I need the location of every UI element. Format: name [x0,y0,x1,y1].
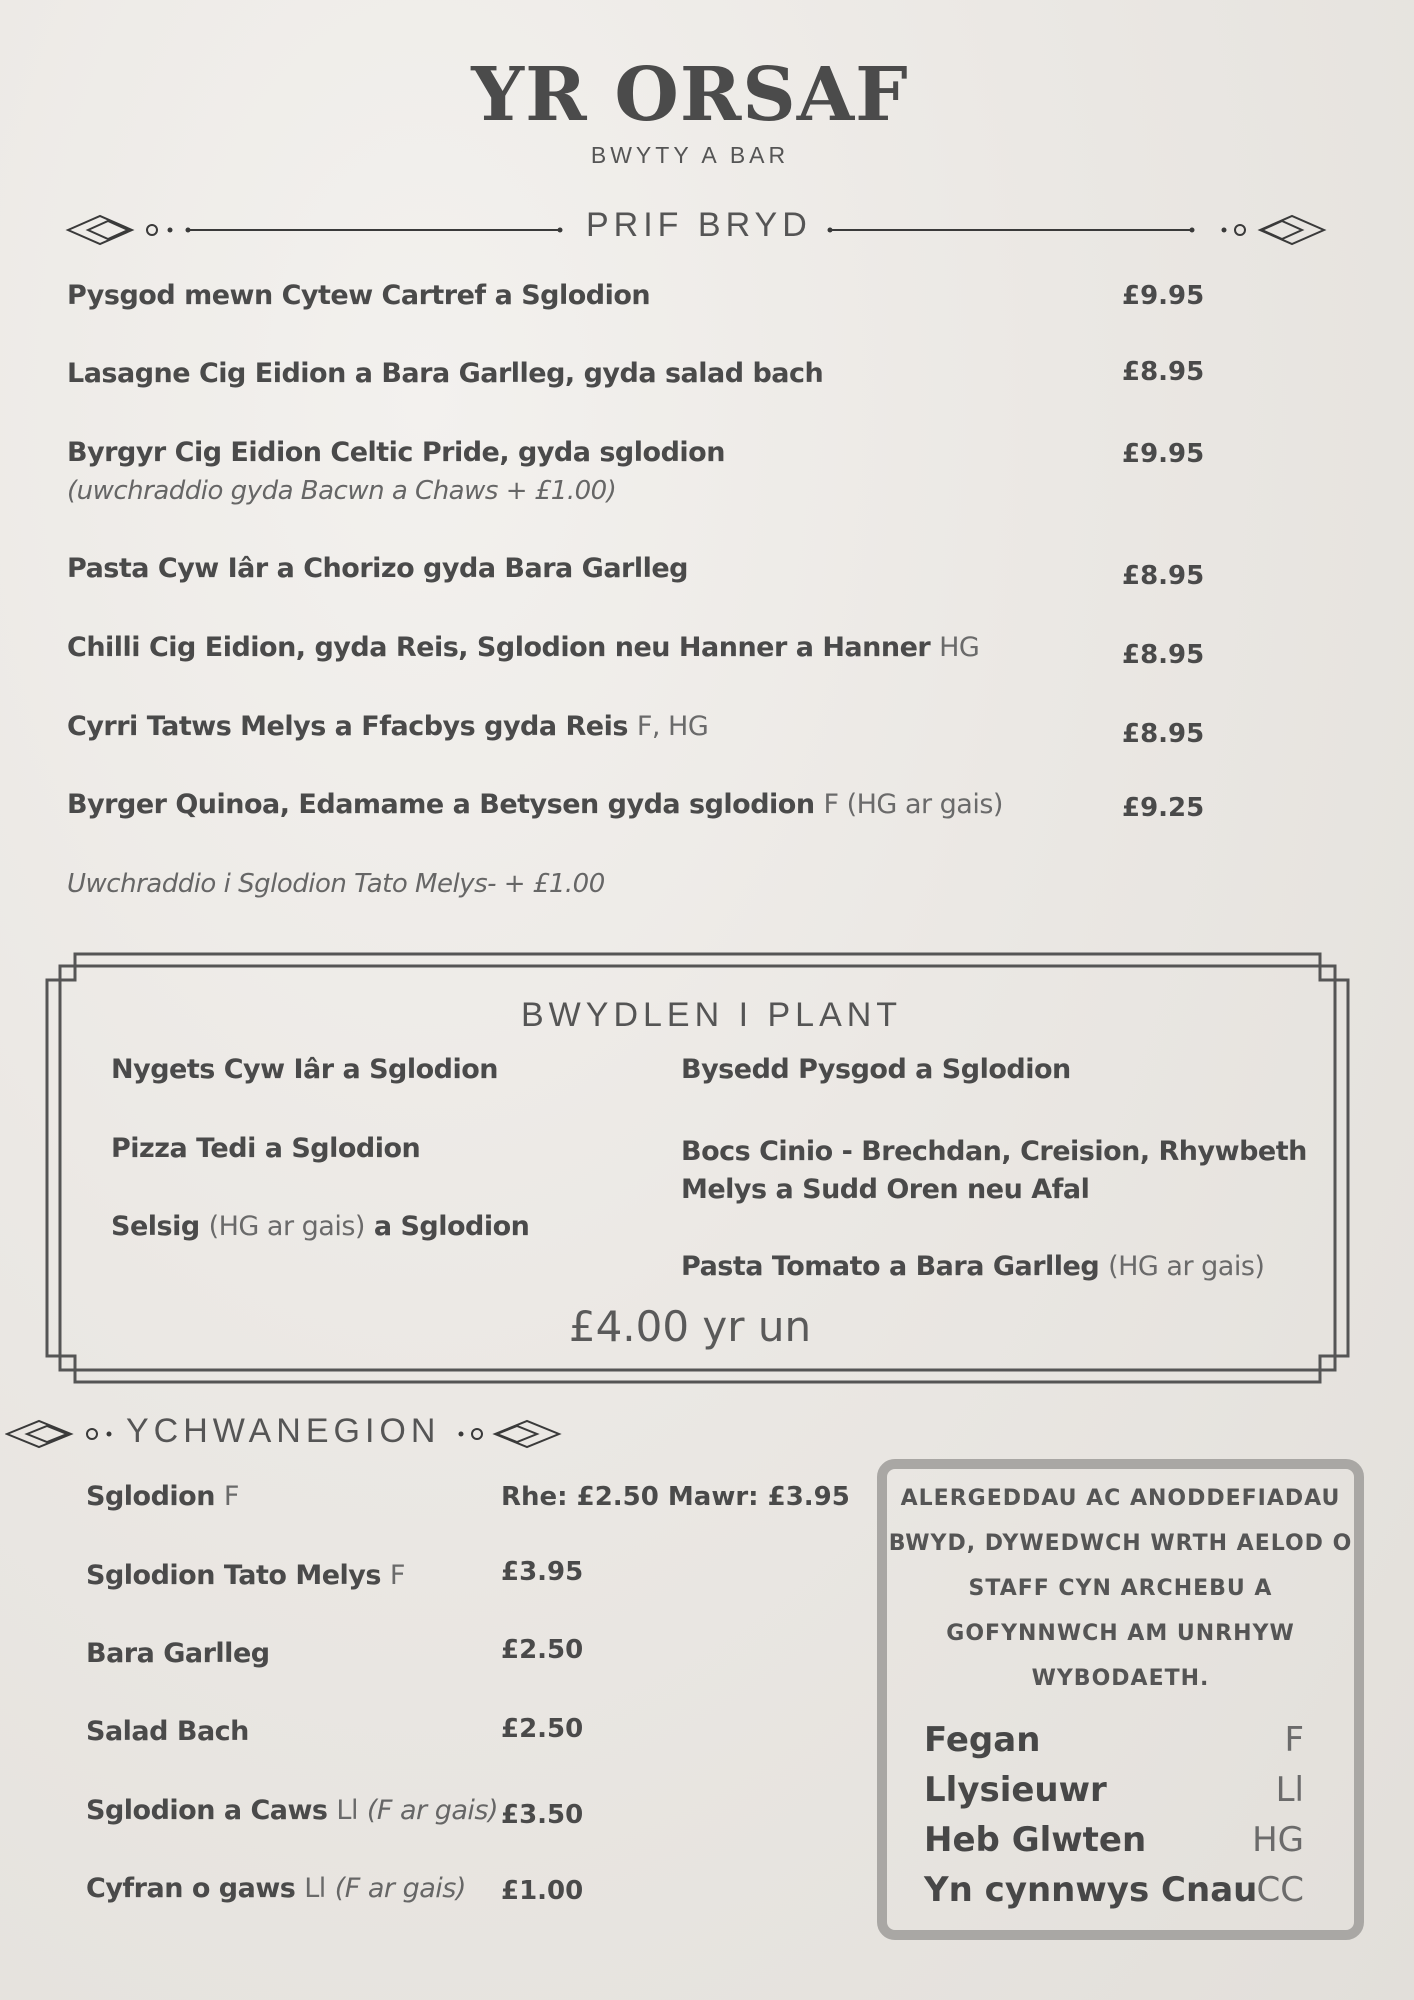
extras-heading: YCHWANEGION [126,1412,441,1450]
kids-item: Pizza Tedi a Sglodion [111,1133,421,1164]
kids-item: Bysedd Pysgod a Sglodion [681,1054,1071,1085]
restaurant-subtitle: BWYTY A BAR [590,142,790,168]
main-item-price: £9.95 [1122,281,1205,311]
legend-code: CC [1256,1870,1304,1910]
legend-name: Yn cynnwys Cnau [924,1870,1258,1910]
mains-footnote: Uwchraddio i Sglodion Tato Melys- + £1.00 [67,869,605,899]
extra-item: Cyfran o gaws Ll (F ar gais) [86,1873,466,1904]
main-item-price: £9.25 [1122,793,1205,823]
extra-item: Sglodion F [86,1481,239,1512]
main-item-price: £8.95 [1122,357,1205,387]
kids-item: Bocs Cinio - Brechdan, Creision, Rhywbeth Melys a Sudd Oren neu Afal [681,1136,1307,1205]
legend-code: F [1284,1720,1304,1760]
extra-item-price: £2.50 [501,1635,584,1665]
mains-heading: PRIF BRYD [586,206,812,244]
extra-item: Bara Garlleg [86,1638,270,1669]
main-item: Pasta Cyw Iâr a Chorizo gyda Bara Garlleg [67,553,689,584]
main-item-price: £9.95 [1122,439,1205,469]
extra-item: Sglodion a Caws Ll (F ar gais) [86,1795,499,1826]
main-item: Byrger Quinoa, Edamame a Betysen gyda sglodion F (HG ar gais) [67,789,1003,820]
dietary-tag: F (HG ar gais) [823,789,1003,820]
main-item-note: (uwchraddio gyda Bacwn a Chaws + £1.00) [67,476,617,506]
main-item-price: £8.95 [1122,719,1205,749]
legend-code: HG [1252,1820,1304,1860]
allergy-notice: ALERGEDDAU AC ANODDEFIADAU BWYD, DYWEDWCH WRTH AELOD O STAFF CYN ARCHEBU A GOFYNNWCH AM UNRHYW WYBODAETH. [888,1486,1353,1691]
restaurant-title: YR ORSAF [471,52,909,138]
kids-item: Pasta Tomato a Bara Garlleg (HG ar gais) [681,1251,1265,1282]
kids-item: Selsig (HG ar gais) a Sglodion [111,1211,530,1242]
legend-name: Llysieuwr [924,1770,1107,1810]
main-item-price: £8.95 [1122,561,1205,591]
extra-item-price: £3.95 [501,1557,584,1587]
dietary-tag: F, HG [636,711,709,742]
extra-item-price: Rhe: £2.50 Mawr: £3.95 [501,1482,850,1512]
main-item: Byrgyr Cig Eidion Celtic Pride, gyda sglodion [67,437,725,468]
kids-heading: BWYDLEN I PLANT [521,996,903,1034]
dietary-tag: HG [939,632,980,663]
extra-item: Salad Bach [86,1716,249,1747]
kids-price: £4.00 yr un [568,1302,812,1351]
main-item: Chilli Cig Eidion, gyda Reis, Sglodion neu Hanner a Hanner HG [67,632,980,663]
main-item: Cyrri Tatws Melys a Ffacbys gyda Reis F, HG [67,711,709,742]
extra-item-price: £1.00 [501,1876,584,1906]
extra-item-price: £3.50 [501,1800,584,1830]
legend-code: Ll [1275,1770,1304,1810]
main-item: Lasagne Cig Eidion a Bara Garlleg, gyda salad bach [67,358,824,389]
main-item: Pysgod mewn Cytew Cartref a Sglodion [67,280,651,311]
kids-item: Nygets Cyw Iâr a Sglodion [111,1054,499,1085]
legend-name: Fegan [924,1720,1041,1760]
main-item-price: £8.95 [1122,640,1205,670]
legend-name: Heb Glwten [924,1820,1147,1860]
extra-item-price: £2.50 [501,1714,584,1744]
extra-item: Sglodion Tato Melys F [86,1560,405,1591]
